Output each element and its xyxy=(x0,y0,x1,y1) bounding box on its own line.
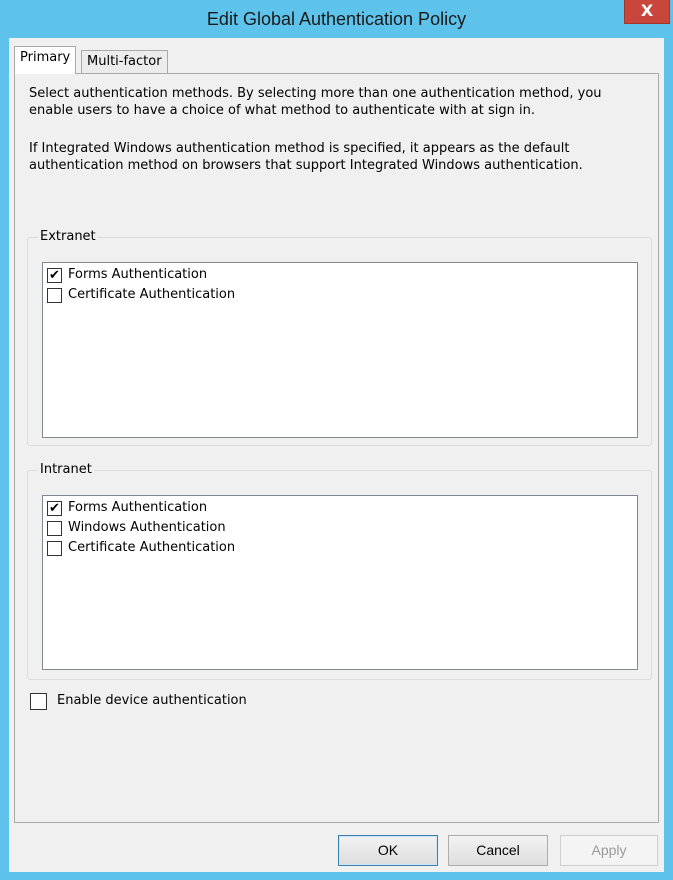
extranet-group xyxy=(27,229,652,446)
cancel-button[interactable]: Cancel xyxy=(448,835,548,866)
checkbox-extranet-certificate[interactable] xyxy=(47,288,62,303)
close-button[interactable] xyxy=(624,0,670,24)
extranet-methods-list[interactable] xyxy=(42,262,638,438)
list-item-label: Forms Authentication xyxy=(68,500,208,515)
enable-device-authentication-checkbox[interactable] xyxy=(30,693,47,710)
extranet-group-label: Extranet xyxy=(40,229,96,244)
tab-multi-factor[interactable] xyxy=(81,50,168,74)
intranet-group-label: Intranet xyxy=(40,462,92,477)
dialog-client-area xyxy=(9,38,664,872)
list-item-label: Windows Authentication xyxy=(68,520,226,535)
list-item[interactable] xyxy=(47,498,207,518)
checkbox-intranet-windows[interactable] xyxy=(47,521,62,536)
ok-button[interactable]: OK xyxy=(338,835,438,866)
title-bar[interactable] xyxy=(0,0,673,38)
primary-tab-panel xyxy=(14,73,659,823)
check-icon: ✔ xyxy=(49,500,60,516)
description-text: Select authentication methods. By selecting more than one authentication method, you enable users to have a choice of what method to authenticate with at sign in. xyxy=(29,86,602,118)
check-icon: ✔ xyxy=(49,267,60,283)
list-item[interactable] xyxy=(47,265,207,285)
list-item-label: Forms Authentication xyxy=(68,267,208,282)
description-note: If Integrated Windows authentication method is specified, it appears as the default authentication method on browsers that support Integrated Windows authentication. xyxy=(29,141,583,173)
device-authentication-label: Enable device authentication xyxy=(57,693,247,708)
list-item-label: Certificate Authentication xyxy=(68,287,236,302)
checkbox-intranet-certificate[interactable] xyxy=(47,541,62,556)
intranet-methods-list[interactable] xyxy=(42,495,638,670)
checkbox-extranet-forms[interactable] xyxy=(47,268,62,283)
list-item[interactable] xyxy=(47,285,235,305)
tab-primary-label: Primary xyxy=(20,50,71,65)
list-item[interactable] xyxy=(47,518,226,538)
list-item-label: Certificate Authentication xyxy=(68,540,236,555)
checkbox-intranet-forms[interactable] xyxy=(47,501,62,516)
device-authentication-option[interactable] xyxy=(30,691,247,711)
apply-button[interactable]: Apply xyxy=(560,835,658,866)
intranet-group xyxy=(27,462,652,680)
close-icon: X xyxy=(640,1,654,20)
list-item[interactable] xyxy=(47,538,235,558)
tab-primary[interactable] xyxy=(14,46,76,74)
tab-multi-factor-label: Multi-factor xyxy=(87,54,162,69)
window-title: Edit Global Authentication Policy xyxy=(206,9,467,29)
